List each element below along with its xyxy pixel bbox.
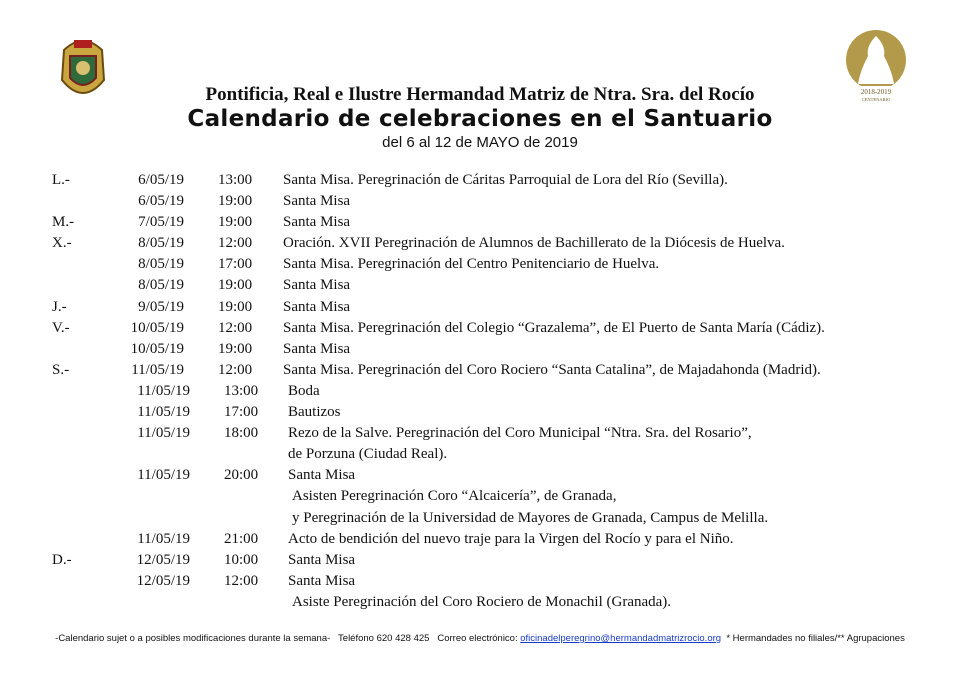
row-time: 19:00 [218,193,253,210]
row-day: D.- [52,551,72,568]
row-date: 11/05/19 [137,425,190,442]
row-date: 6/05/19 [138,193,184,210]
row-time: 12:00 [218,235,253,252]
row-time: 21:00 [224,530,259,547]
row-desc: Santa Misa. Peregrinación del Centro Penitenciario de Huelva. [283,256,660,273]
schedule-row [0,318,960,339]
row-desc: Santa Misa [283,214,351,231]
schedule-row [0,381,960,402]
row-day: M.- [52,214,75,231]
row-desc: Santa Misa [283,193,351,210]
schedule-row [0,233,960,254]
row-day: S.- [52,361,70,378]
row-desc: Boda [288,382,320,399]
schedule-row [0,191,960,212]
schedule-row [0,550,960,571]
row-date: 11/05/19 [137,530,190,547]
row-time: 20:00 [224,467,259,484]
row-date: 10/05/19 [130,319,184,336]
row-desc: de Porzuna (Ciudad Real). [288,446,448,463]
schedule-row [0,170,960,191]
schedule-row [0,254,960,275]
row-date: 11/05/19 [137,467,190,484]
date-range-subtitle: del 6 al 12 de MAYO de 2019 [382,134,578,151]
row-date: 8/05/19 [138,256,184,273]
row-desc: Santa Misa [283,277,351,294]
schedule-row [0,297,960,318]
schedule-row [0,592,960,613]
row-time: 17:00 [218,256,253,273]
footer-phone: Teléfono 620 428 425 [338,633,430,644]
row-time: 18:00 [224,425,259,442]
row-date: 12/05/19 [136,572,190,589]
schedule-row [0,212,960,233]
row-time: 19:00 [218,277,253,294]
schedule-list [0,170,960,613]
row-date: 11/05/19 [131,361,184,378]
row-time: 17:00 [224,404,259,421]
row-date: 6/05/19 [138,172,184,188]
row-desc: Oración. XVII Peregrinación de Alumnos de Bachillerato de la Diócesis de Huelva. [283,235,785,252]
row-desc: Santa Misa [288,467,356,484]
schedule-row [0,465,960,486]
row-day: X.- [52,235,72,252]
row-day: J.- [52,298,67,315]
schedule-row [0,360,960,381]
row-date: 9/05/19 [138,298,184,315]
row-time: 12:00 [224,572,259,589]
svg-text:2018-2019: 2018-2019 [860,88,892,96]
row-date: 12/05/19 [136,551,190,568]
row-day: L.- [52,172,70,188]
schedule-row [0,529,960,550]
brotherhood-title: Pontificia, Real e Ilustre Hermandad Matriz de Ntra. Sra. del Rocío [205,84,755,105]
schedule-row [0,402,960,423]
schedule-row [0,571,960,592]
row-date: 11/05/19 [137,382,190,399]
row-date: 7/05/19 [138,214,184,231]
row-time: 19:00 [218,214,253,231]
footer [0,633,960,644]
row-desc: Asisten Peregrinación Coro “Alcaicería”, de Granada, [292,488,617,505]
row-desc: y Peregrinación de la Universidad de Mayores de Granada, Campus de Melilla. [292,509,769,526]
schedule-row [0,486,960,507]
schedule-row [0,508,960,529]
row-time: 13:00 [218,172,253,188]
row-time: 10:00 [224,551,259,568]
row-desc: Acto de bendición del nuevo traje para la Virgen del Rocío y para el Niño. [288,530,734,547]
schedule-row [0,339,960,360]
row-time: 12:00 [218,361,253,378]
footer-note: -Calendario sujet o a posibles modificaciones durante la semana- [55,633,331,644]
page-title: Calendario de celebraciones en el Santuario [187,106,773,132]
row-day: V.- [52,319,70,336]
row-desc: Santa Misa [283,298,351,315]
svg-text:CENTENARIO: CENTENARIO [861,97,891,102]
row-date: 11/05/19 [137,404,190,421]
row-time: 19:00 [218,298,253,315]
row-desc: Santa Misa. Peregrinación del Coro Rociero “Santa Catalina”, de Majadahonda (Madrid). [283,361,821,378]
row-desc: Rezo de la Salve. Peregrinación del Coro Municipal “Ntra. Sra. del Rosario”, [288,425,752,442]
row-date: 8/05/19 [138,235,184,252]
email-link[interactable]: oficinadelperegrino@hermandadmatrizrocio.org [520,633,722,644]
row-desc: Santa Misa [288,551,356,568]
row-desc: Santa Misa. Peregrinación del Colegio “Grazalema”, de El Puerto de Santa María (Cádiz). [283,319,825,336]
row-desc: Bautizos [288,404,341,421]
row-date: 10/05/19 [130,340,184,357]
row-desc: Santa Misa [283,340,351,357]
row-time: 12:00 [218,319,253,336]
row-desc: Asiste Peregrinación del Coro Rociero de Monachil (Granada). [292,593,672,610]
footer-email-label: Correo electrónico: [437,633,518,644]
row-time: 13:00 [224,382,259,399]
schedule-row [0,444,960,465]
row-time: 19:00 [218,340,253,357]
row-desc: Santa Misa [288,572,356,589]
row-desc: Santa Misa. Peregrinación de Cáritas Parroquial de Lora del Río (Sevilla). [283,172,728,188]
schedule-row [0,275,960,296]
row-date: 8/05/19 [138,277,184,294]
footer-legend: * Hermandades no filiales/** Agrupaciones [726,633,905,644]
schedule-row [0,423,960,444]
